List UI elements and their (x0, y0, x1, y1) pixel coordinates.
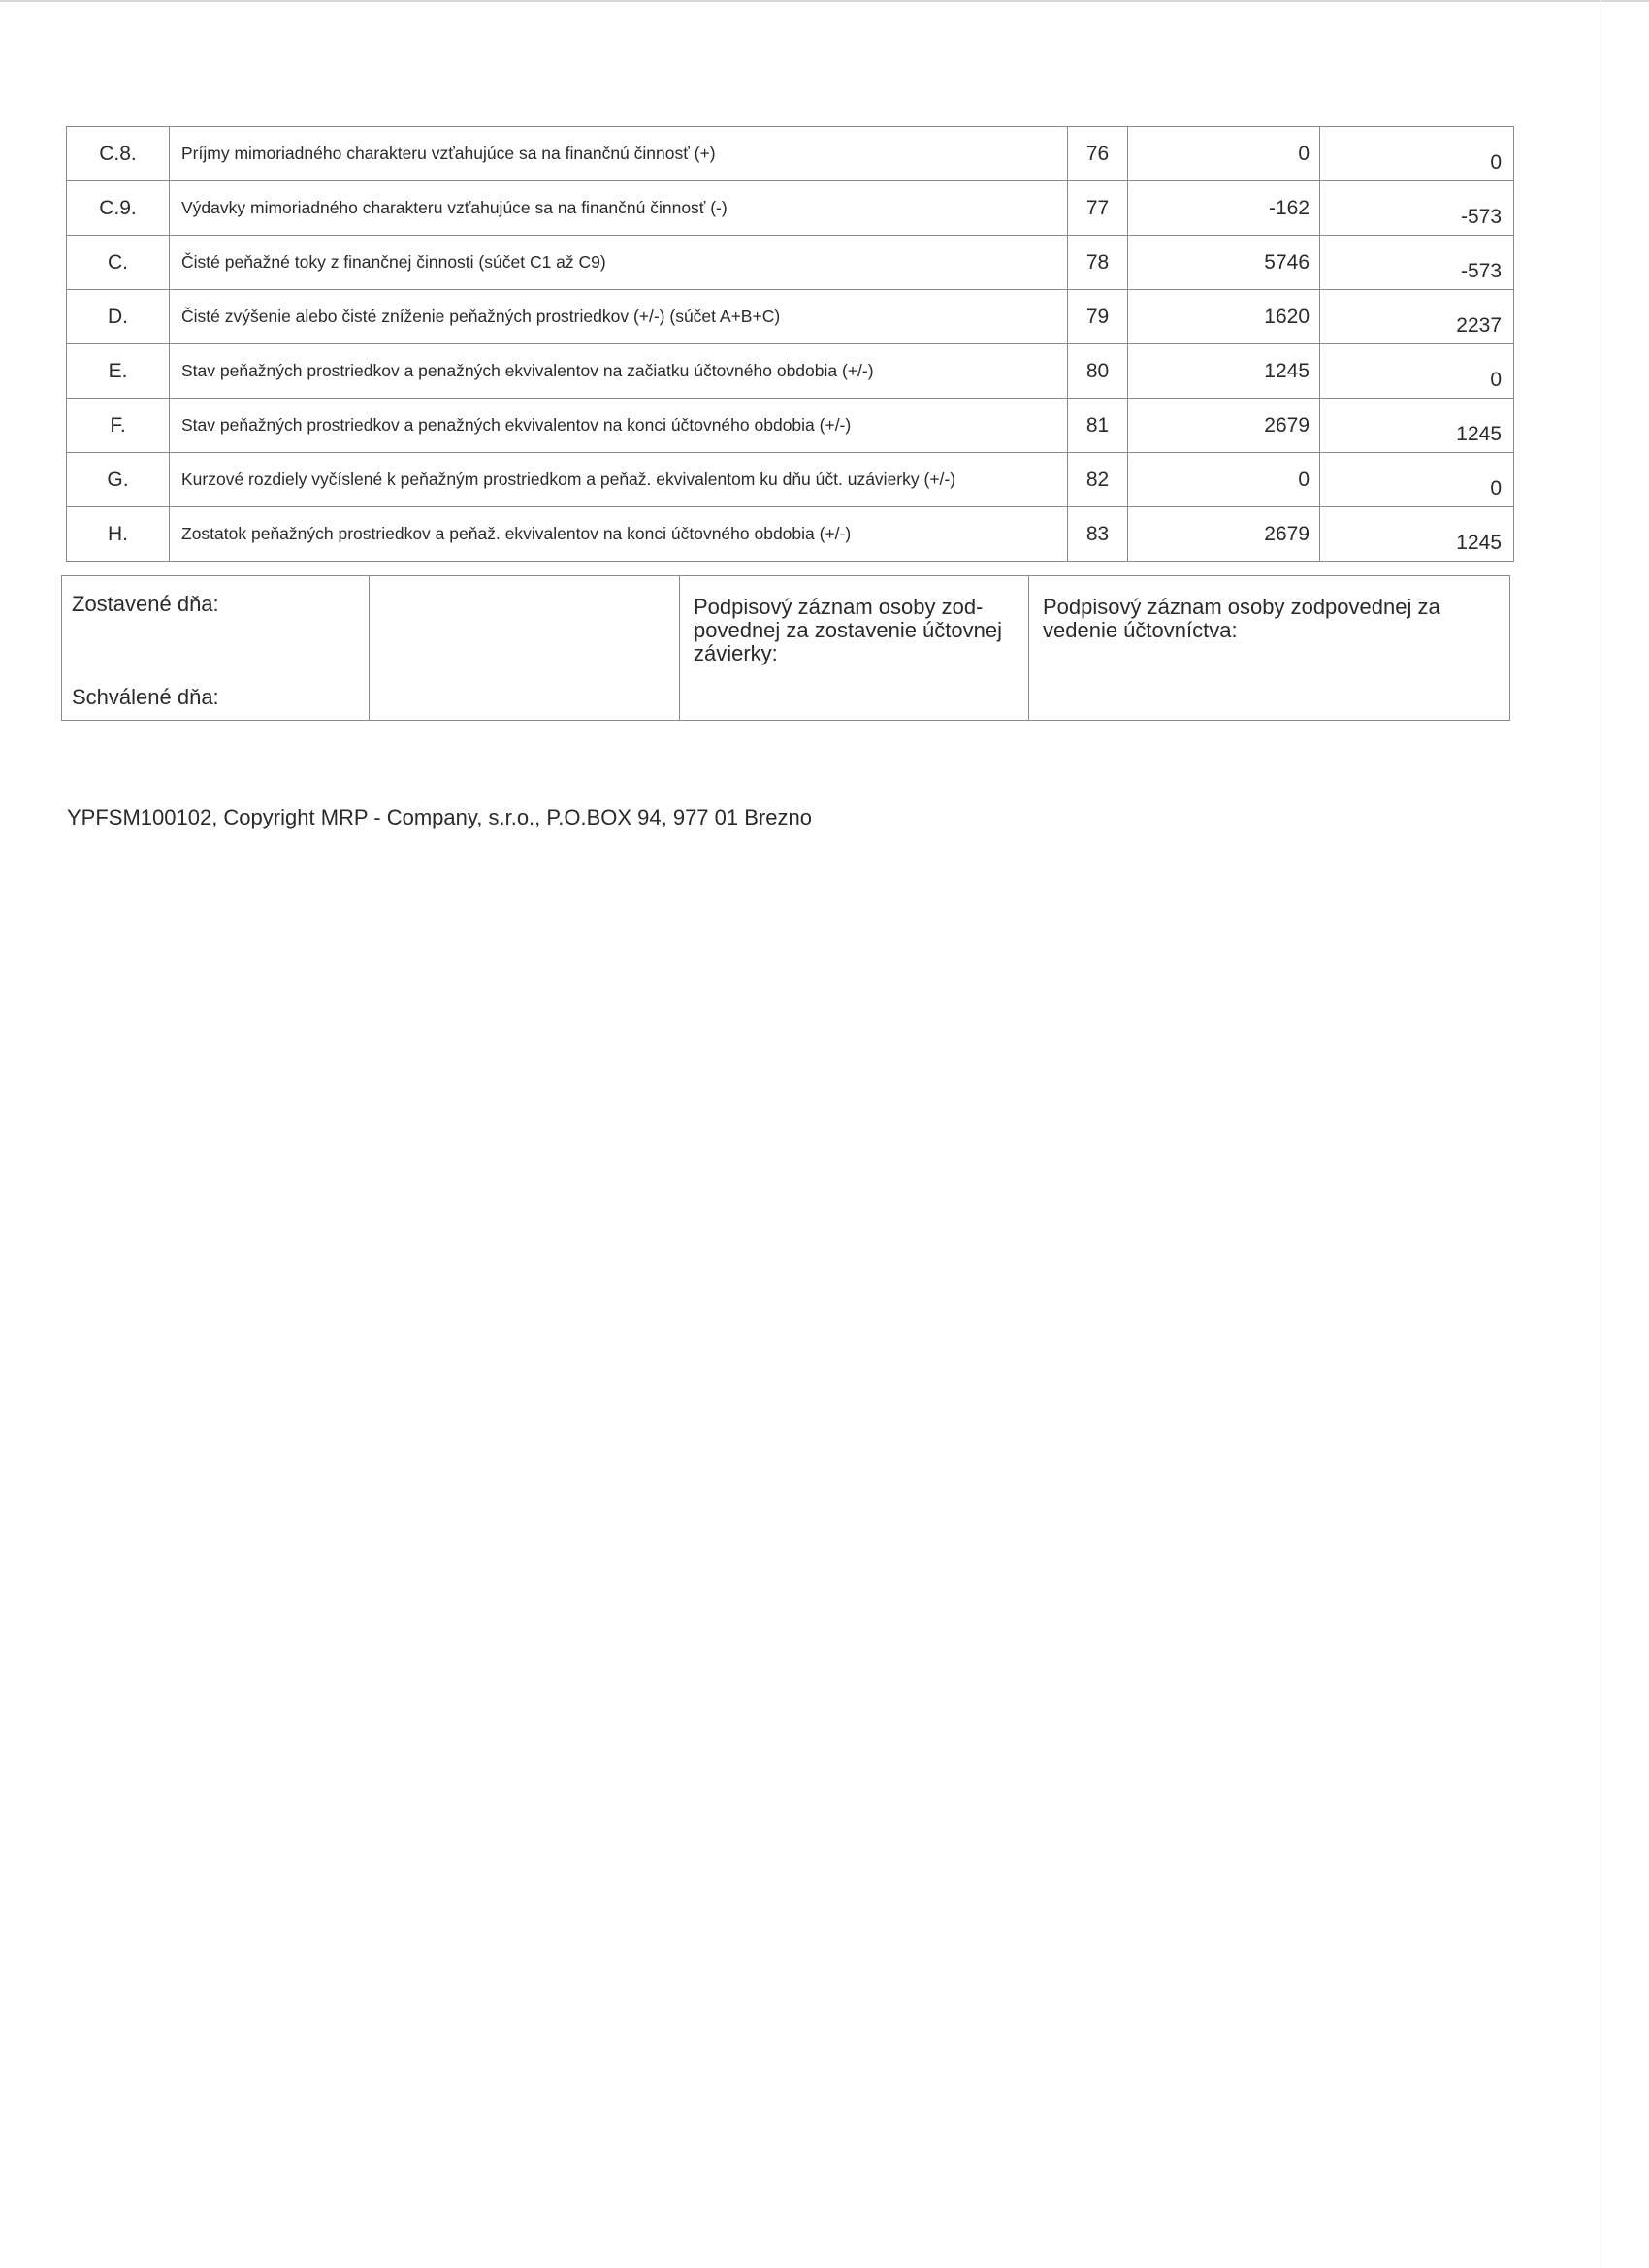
row-description: Výdavky mimoriadného charakteru vzťahujúce sa na finančnú činnosť (-) (170, 181, 1068, 236)
preparer-signature-cell (680, 576, 1029, 721)
current-period-value: 1245 (1128, 344, 1320, 399)
row-description: Kurzové rozdiely vyčíslené k peňažným prostriedkom a peňaž. ekvivalentom ku dňu účt. uzávierky (+/-) (170, 453, 1068, 507)
row-code: C.9. (67, 181, 170, 236)
previous-period-value: 1245 (1320, 399, 1514, 453)
bookkeeper-signature-cell (1029, 576, 1510, 721)
current-period-value: 0 (1128, 127, 1320, 181)
previous-period-value: 1245 (1320, 507, 1514, 562)
row-code: G. (67, 453, 170, 507)
previous-period-value: 0 (1320, 127, 1514, 181)
scan-top-edge (0, 0, 1649, 2)
previous-period-value: -573 (1320, 236, 1514, 290)
table-row (67, 127, 1514, 181)
current-period-value: 5746 (1128, 236, 1320, 290)
row-number: 80 (1068, 344, 1128, 399)
row-number: 76 (1068, 127, 1128, 181)
row-description: Príjmy mimoriadného charakteru vzťahujúce sa na finančnú činnosť (+) (170, 127, 1068, 181)
row-number: 77 (1068, 181, 1128, 236)
previous-period-value: 0 (1320, 344, 1514, 399)
footer-copyright: YPFSM100102, Copyright MRP - Company, s.r.o., P.O.BOX 94, 977 01 Brezno (67, 805, 812, 829)
row-number: 81 (1068, 399, 1128, 453)
table-row (67, 236, 1514, 290)
preparer-signature-label: Podpisový záznam osoby zod-povednej za zostavenie účtovnej závierky: (694, 595, 1002, 665)
previous-period-value: 2237 (1320, 290, 1514, 344)
dates-cell (62, 576, 370, 721)
bookkeeper-signature-label: Podpisový záznam osoby zodpovednej za vedenie účtovníctva: (1043, 595, 1440, 642)
signature-row (62, 576, 1510, 721)
signature-table (61, 575, 1510, 721)
table-row (67, 290, 1514, 344)
row-number: 83 (1068, 507, 1128, 562)
current-period-value: 1620 (1128, 290, 1320, 344)
table-row (67, 344, 1514, 399)
row-code: F. (67, 399, 170, 453)
table-row (67, 507, 1514, 562)
current-period-value: 2679 (1128, 399, 1320, 453)
cashflow-table-body (67, 127, 1514, 562)
row-code: C.8. (67, 127, 170, 181)
previous-period-value: 0 (1320, 453, 1514, 507)
table-row (67, 399, 1514, 453)
row-description: Čisté peňažné toky z finančnej činnosti (súčet C1 až C9) (170, 236, 1068, 290)
row-number: 82 (1068, 453, 1128, 507)
row-code: E. (67, 344, 170, 399)
dates-value-cell (370, 576, 680, 721)
row-description: Čisté zvýšenie alebo čisté zníženie peňažných prostriedkov (+/-) (súčet A+B+C) (170, 290, 1068, 344)
row-number: 79 (1068, 290, 1128, 344)
prepared-on-label: Zostavené dňa: (72, 592, 219, 616)
row-number: 78 (1068, 236, 1128, 290)
previous-period-value: -573 (1320, 181, 1514, 236)
row-description: Stav peňažných prostriedkov a penažných ekvivalentov na konci účtovného obdobia (+/-) (170, 399, 1068, 453)
current-period-value: 0 (1128, 453, 1320, 507)
approved-on-label: Schválené dňa: (72, 685, 219, 709)
row-description: Zostatok peňažných prostriedkov a peňaž. ekvivalentov na konci účtovného obdobia (+/-) (170, 507, 1068, 562)
row-code: D. (67, 290, 170, 344)
table-row (67, 453, 1514, 507)
table-row (67, 181, 1514, 236)
row-description: Stav peňažných prostriedkov a penažných ekvivalentov na začiatku účtovného obdobia (+/-) (170, 344, 1068, 399)
scan-right-edge (1600, 0, 1601, 2268)
row-code: H. (67, 507, 170, 562)
current-period-value: -162 (1128, 181, 1320, 236)
cashflow-table (66, 126, 1514, 562)
row-code: C. (67, 236, 170, 290)
current-period-value: 2679 (1128, 507, 1320, 562)
